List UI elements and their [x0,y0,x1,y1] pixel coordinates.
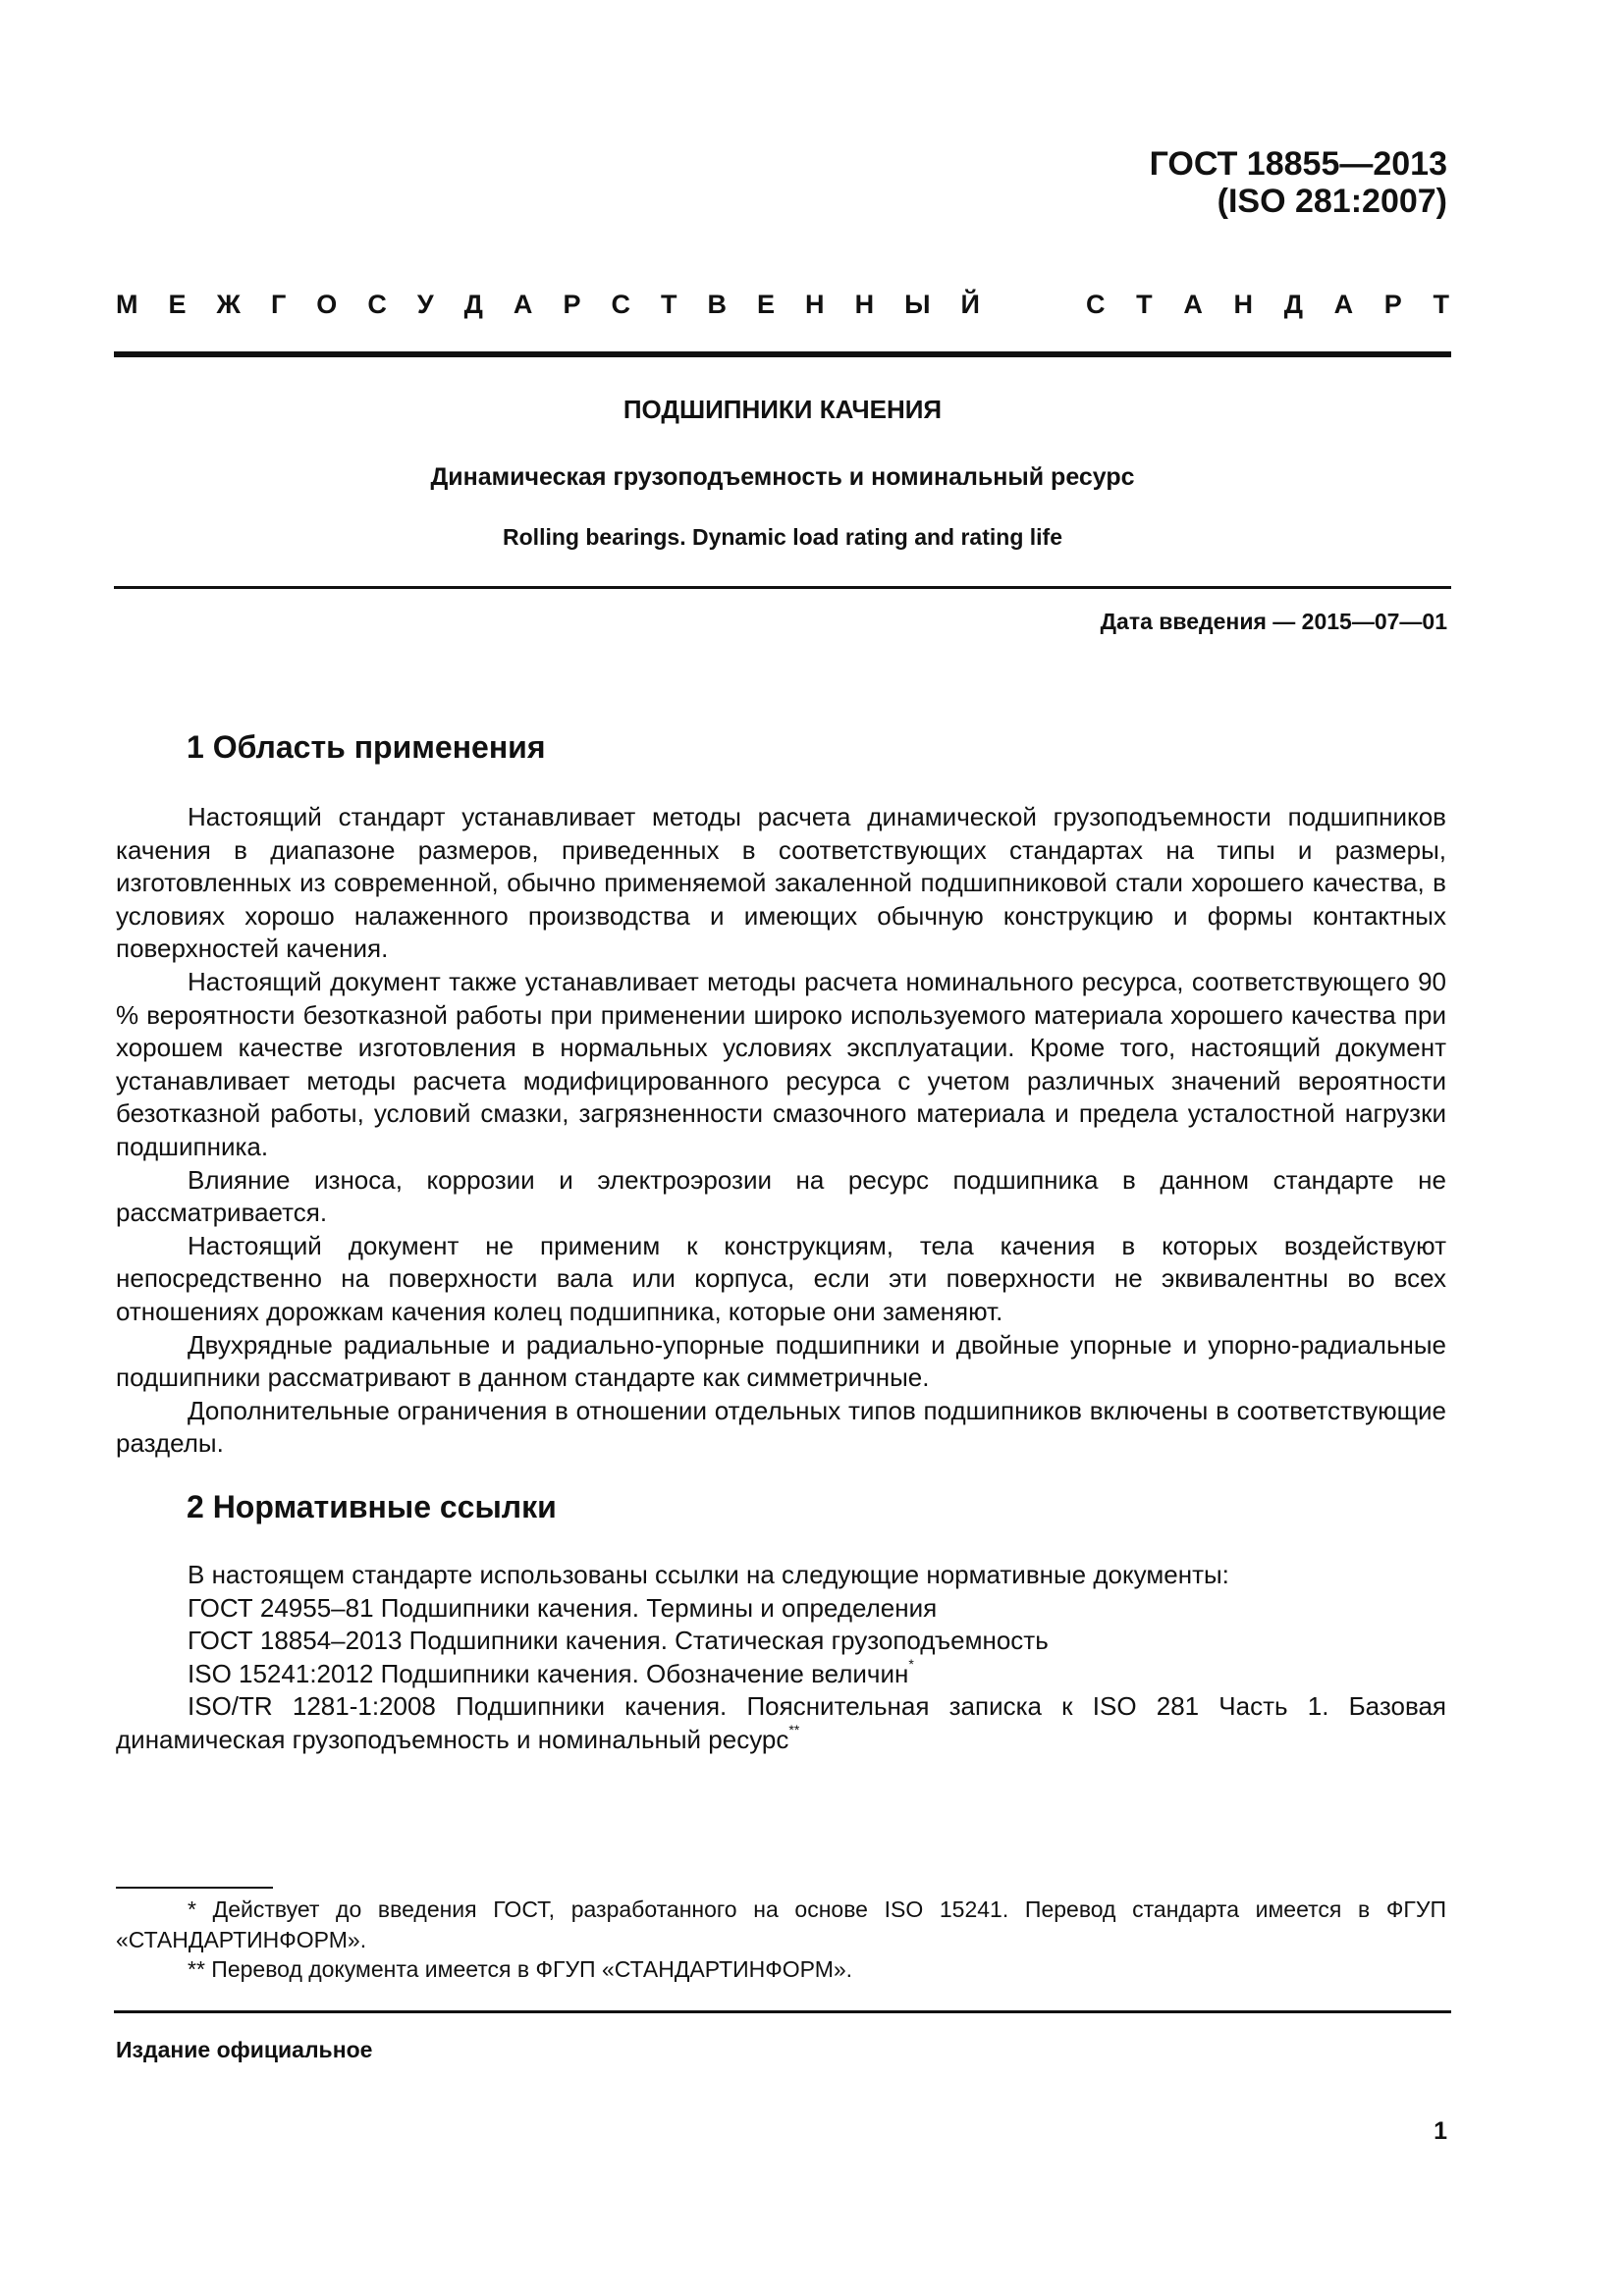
reference-text: ГОСТ 24955–81 Подшипники качения. Термины и определения [188,1592,938,1623]
banner-letter: Д [463,289,483,319]
footnote: ** Перевод документа имеется в ФГУП «СТАНДАРТИНФОРМ». [188,1956,853,1982]
interstate-standard-banner [116,287,1449,322]
references-intro: В настоящем стандарте использованы ссылки на следующие нормативные документы: [188,1560,1229,1589]
reference-item [116,1690,1446,1756]
title-rule [114,586,1451,589]
reference-item [116,1625,1446,1658]
header-rule [114,351,1451,357]
banner-letter: Т [1433,289,1449,319]
banner-letter: Г [270,289,287,319]
section1-body [116,801,1446,1461]
banner-letter: В [707,289,727,319]
official-edition-label: Издание официальное [116,2037,373,2062]
footnotes [116,1895,1446,1985]
standard-code-iso: (ISO 281:2007) [1217,183,1447,220]
banner-letter: Т [660,289,677,319]
banner-letter: М [116,289,138,319]
banner-letter: Е [757,289,776,319]
banner-letter: А [513,289,533,319]
footnote-marker: * [908,1655,914,1672]
banner-letter: Д [1283,289,1303,319]
standard-code-gost: ГОСТ 18855—2013 [1149,145,1447,183]
reference-text: ISO/TR 1281-1:2008 Подшипники качения. Пояснительная записка к ISO 281 Часть 1. Базовая динамическая грузоподъемность и номинальный ресурс [116,1691,1446,1754]
banner-letter: Т [1136,289,1153,319]
section1-paragraph: Настоящий документ также устанавливает методы расчета номинального ресурса, соответствующего 90 % вероятности безотказной работы при применении широко используемого материала хорошего качества при хорошем качестве изготовления в нормальных условиях эксплуатации. Кроме того, настоящий документ устанавливает методы расчета модифицированного ресурса с учетом различных значений вероятности безотказной работы, условий смазки, загрязненности смазочного материала и предела усталостной нагрузки подшипника. [116,966,1446,1161]
banner-letter: О [316,289,338,319]
banner-letter: С [611,289,630,319]
document-subtitle-en: Rolling bearings. Dynamic load rating and rating life [503,524,1062,550]
banner-letter: Ы [904,289,931,319]
banner-letter: Р [1383,289,1402,319]
banner-letter: С [367,289,387,319]
banner-word-standard [1086,290,1449,320]
banner-letter: Н [854,289,875,319]
banner-letter: Н [805,289,825,319]
reference-item [116,1655,1446,1691]
document-subtitle-ru: Динамическая грузоподъемность и номинальный ресурс [430,463,1135,491]
document-title: ПОДШИПНИКИ КАЧЕНИЯ [623,395,943,424]
reference-text: ISO 15241:2012 Подшипники качения. Обозначение величин [188,1658,909,1688]
banner-letter: Р [563,289,581,319]
section1-paragraph: Влияние износа, коррозии и электроэрозии на ресурс подшипника в данном стандарте не рассматривается. [116,1164,1446,1228]
reference-text: ГОСТ 18854–2013 Подшипники качения. Статическая грузоподъемность [188,1626,1049,1656]
date-of-introduction: Дата введения — 2015—07—01 [1100,609,1447,634]
banner-letter: Й [960,289,980,319]
footnote-separator [116,1887,273,1889]
section2-body [116,1559,1446,1757]
reference-item [116,1592,1446,1626]
banner-letter: А [1333,289,1354,319]
footnote: * Действует до введения ГОСТ, разработанного на основе ISO 15241. Перевод стандарта имеется в ФГУП «СТАНДАРТИНФОРМ». [116,1896,1446,1952]
section1-paragraph: Настоящий документ не применим к конструкциям, тела качения в которых воздействуют непосредственно на поверхности вала или корпуса, если эти поверхности не эквивалентны во всех отношениях дорожкам качения колец подшипника, которые они заменяют. [116,1230,1446,1326]
footer-rule [114,2010,1451,2013]
banner-letter: Н [1233,289,1254,319]
banner-letter: Е [168,289,187,319]
section1-heading: 1 Область применения [187,729,546,765]
section1-paragraph: Двухрядные радиальные и радиально-упорные подшипники и двойные упорные и упорно-радиальные подшипники рассматривают в данном стандарте как симметричные. [116,1329,1446,1393]
banner-word-interstate [116,290,980,320]
banner-letter: А [1183,289,1203,319]
section1-paragraph: Настоящий стандарт устанавливает методы расчета динамической грузоподъемности подшипников качения в диапазоне размеров, приведенных в соответствующих стандартах на типы и размеры, изготовленных из современной, обычно применяемой закаленной подшипниковой стали хорошего качества, в условиях хорошо налаженного производства и имеющих обычную конструкцию и формы контактных поверхностей качения. [116,802,1446,964]
section2-heading: 2 Нормативные ссылки [187,1489,557,1524]
section1-paragraph: Дополнительные ограничения в отношении отдельных типов подшипников включены в соответствующие разделы. [116,1395,1446,1459]
footnote-marker: ** [788,1721,800,1737]
banner-letter: У [416,289,434,319]
banner-letter: Ж [216,289,241,319]
banner-letter: С [1086,289,1106,319]
page-number: 1 [1434,2117,1447,2145]
standard-code [1150,145,1447,220]
